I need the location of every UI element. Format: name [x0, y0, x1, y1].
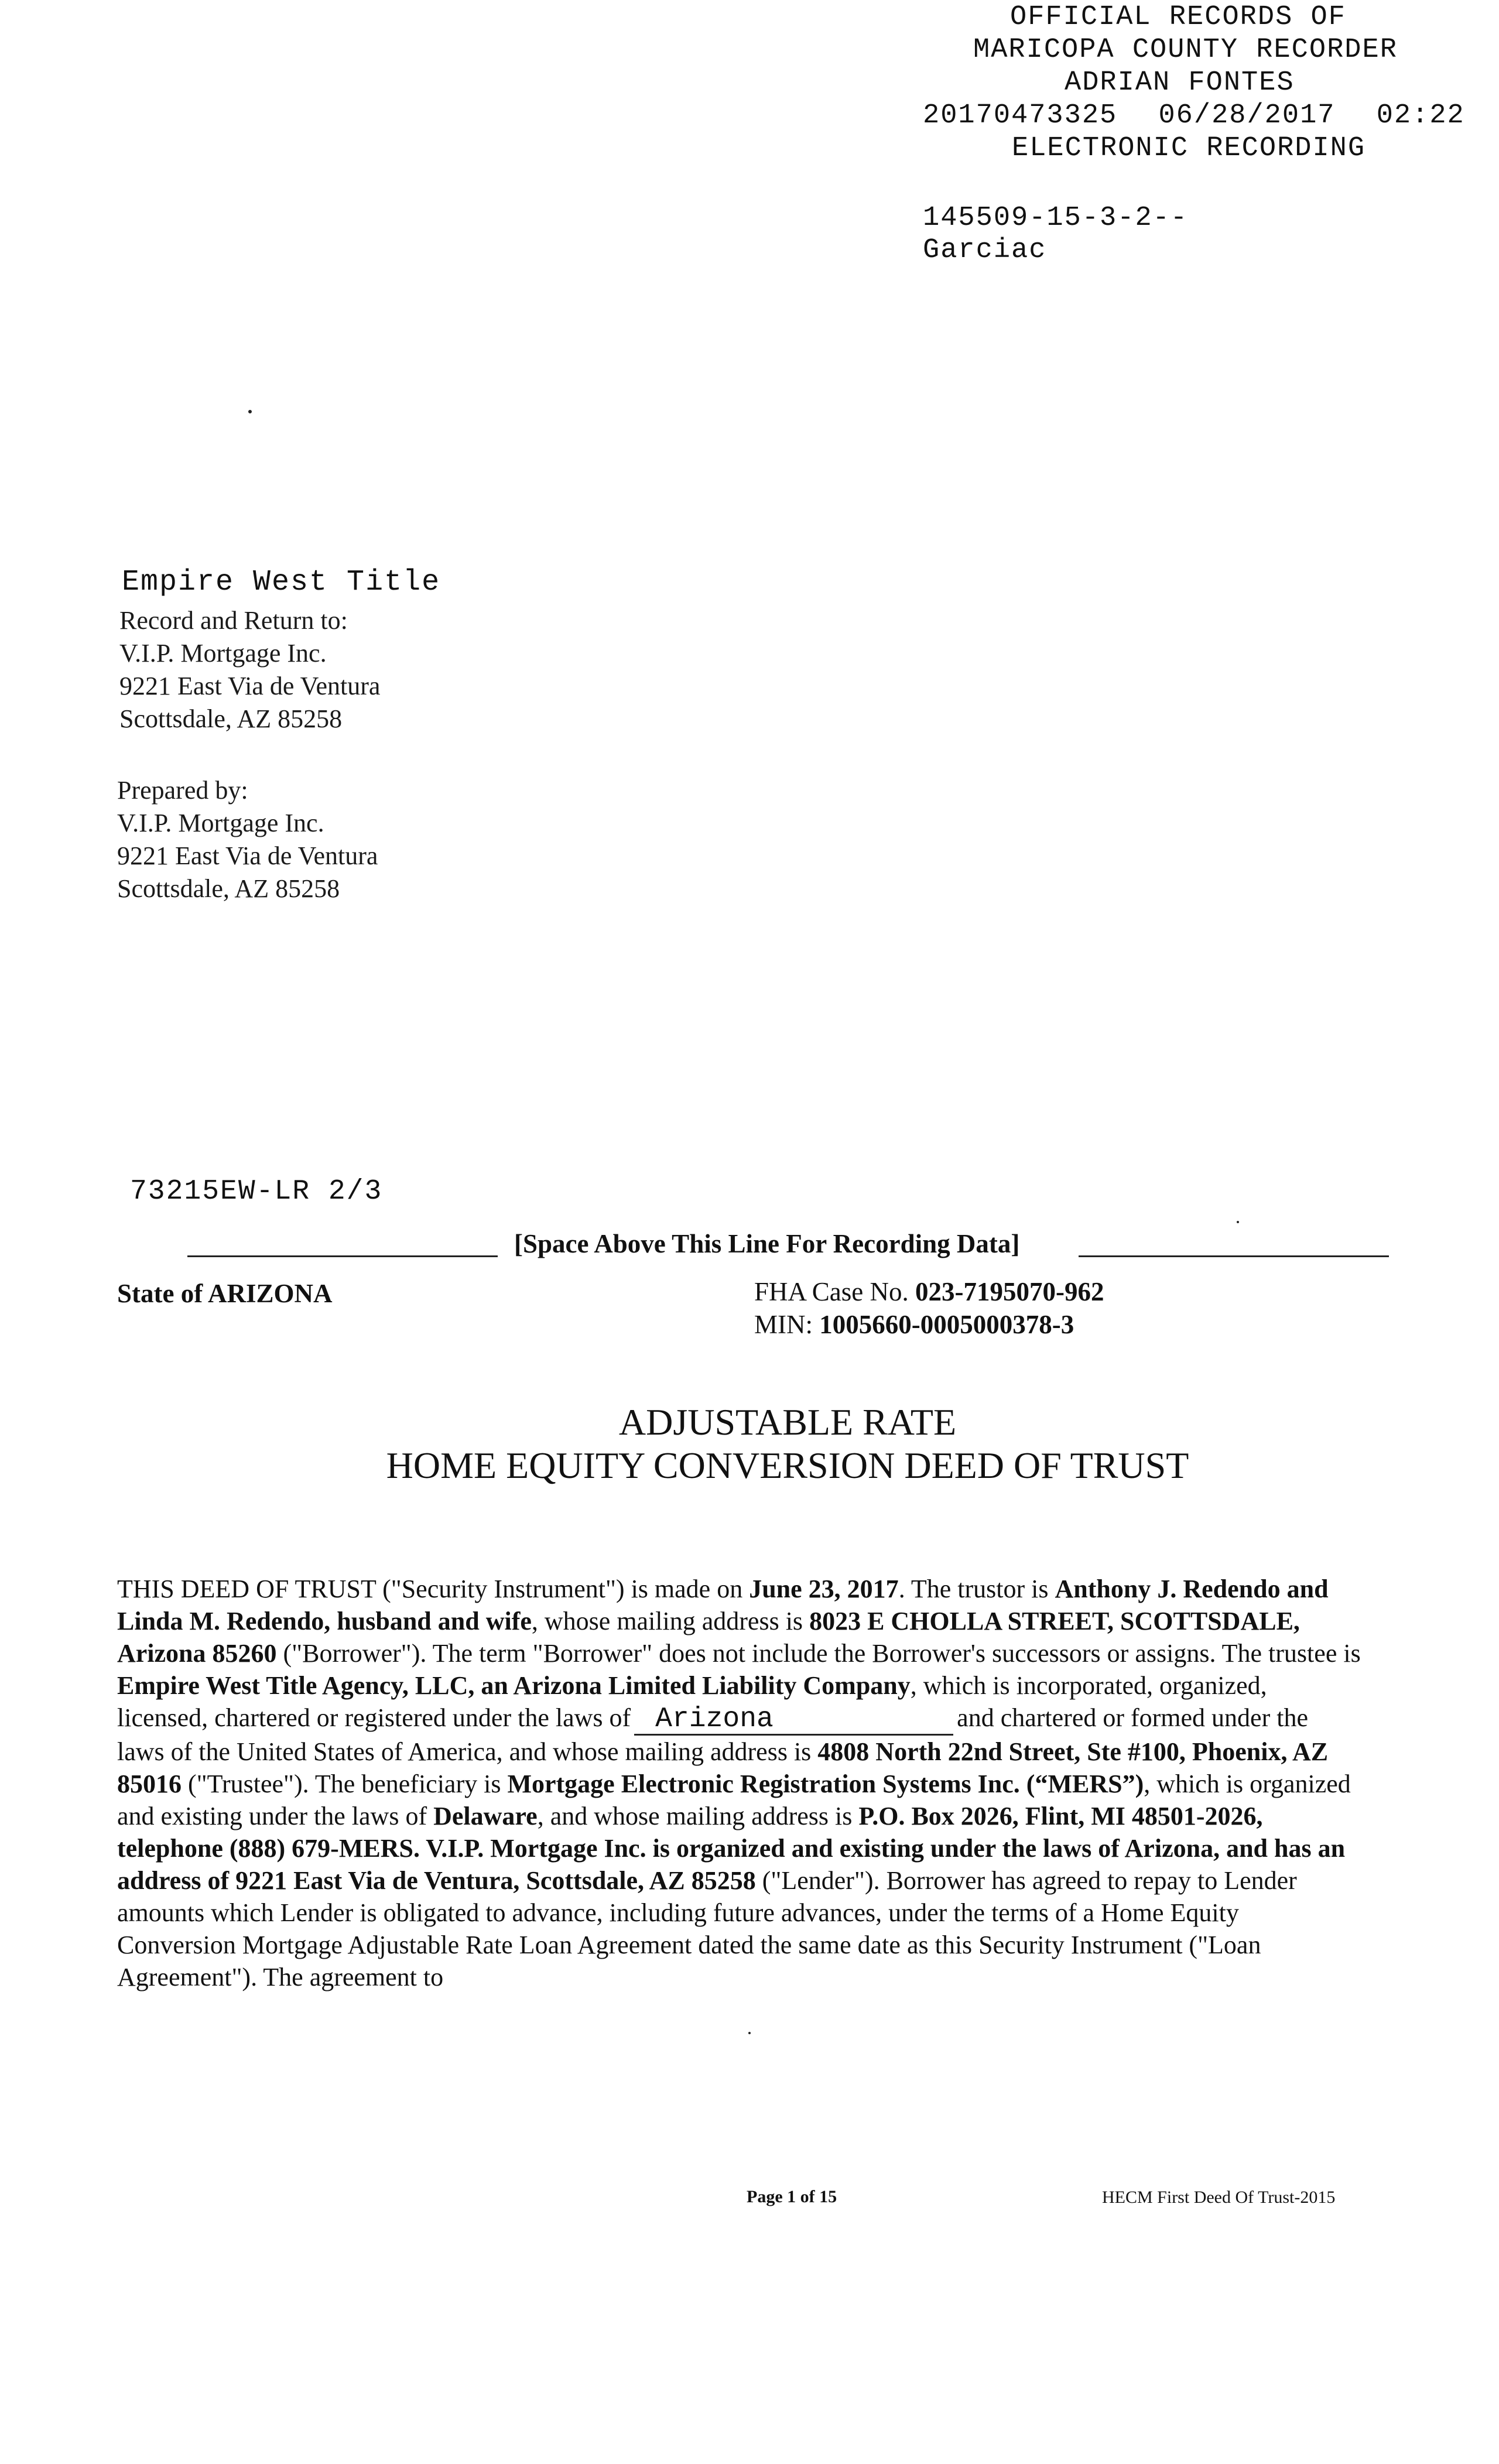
fha-case-label: FHA Case No. — [754, 1277, 916, 1306]
trustee-state-field: Arizona — [634, 1705, 953, 1736]
body-text: ("Borrower"). The term "Borrower" does not include the Borrower's successors or assigns. The trustee is — [276, 1639, 1361, 1668]
record-return-name: V.I.P. Mortgage Inc. — [119, 639, 327, 668]
state-line — [117, 1278, 333, 1309]
page-number: Page 1 of 15 — [747, 2187, 837, 2206]
prepared-by-name: V.I.P. Mortgage Inc. — [117, 809, 324, 837]
min-label: MIN: — [754, 1310, 820, 1339]
prepared-by-label: Prepared by: — [117, 776, 248, 805]
divider-rule-left — [187, 1255, 498, 1257]
borrower-address: 8023 E CHOLLA STREET, SCOTTSDALE, Arizona 85260 — [117, 1607, 1300, 1668]
document-heading — [0, 1401, 1499, 1487]
clerk-name: Garciac — [923, 235, 1047, 266]
trustor-names: Anthony J. Redendo and Linda M. Redendo, husband and wife — [117, 1575, 1329, 1635]
body-text: , whose mailing address is — [531, 1607, 810, 1635]
recording-data-divider — [187, 1228, 1389, 1264]
recording-number-date: 20170473325 06/28/2017 02:22 — [923, 100, 1465, 131]
record-return-city: Scottsdale, AZ 85258 — [119, 704, 343, 733]
fha-case-number: 023-7195070-962 — [915, 1277, 1104, 1306]
body-text: and chartered or formed under the laws of the United States of America, and whose mailing address is — [117, 1703, 1308, 1766]
body-text: , which is organized and existing under the laws of — [117, 1770, 1351, 1830]
deed-body-paragraph — [117, 1573, 1361, 1993]
body-text: , and whose mailing address is — [537, 1802, 859, 1830]
scan-speck — [1237, 1221, 1239, 1223]
mers-lender-details: P.O. Box 2026, Flint, MI 48501-2026, telephone (888) 679-MERS. V.I.P. Mortgage Inc. is organized and existing under the laws of Arizona, and has an address of 9221 East Via de Ventura, Scottsdale, AZ 85258 — [117, 1802, 1346, 1895]
heading-line-2: HOME EQUITY CONVERSION DEED OF TRUST — [386, 1445, 1189, 1486]
prepared-by-city: Scottsdale, AZ 85258 — [117, 874, 340, 903]
trustee-name: Empire West Title Agency, LLC, an Arizona Limited Liability Company — [117, 1671, 911, 1700]
trustee-address: 4808 North 22nd Street, Ste #100, Phoenix, AZ 85016 — [117, 1737, 1329, 1798]
body-text: , which is incorporated, organized, licensed, chartered or registered under the laws of — [117, 1671, 1267, 1732]
recorder-stamp-line-3: ADRIAN FONTES — [1065, 67, 1295, 98]
state-value: ARIZONA — [207, 1279, 333, 1308]
heading-line-1: ADJUSTABLE RATE — [618, 1401, 957, 1443]
prepared-by-street: 9221 East Via de Ventura — [117, 841, 378, 870]
body-text: ("Lender"). Borrower has agreed to repay to Lender amounts which Lender is obligated to advance, including future advances, under the terms of a Home Equity Conversion Mortgage Adjustable Rate Loan Agreement dated the same date as this Security Instrument ("Loan Agreement"). The agreement to — [117, 1866, 1297, 1991]
form-name: HECM First Deed Of Trust-2015 — [1102, 2188, 1336, 2207]
parcel-code: 145509-15-3-2-- — [923, 203, 1189, 234]
min-number: 1005660-0005000378-3 — [819, 1310, 1074, 1339]
divider-rule-right — [1079, 1255, 1389, 1257]
instrument-date: June 23, 2017 — [749, 1575, 899, 1603]
order-number: 73215EW-LR 2/3 — [130, 1176, 383, 1207]
scan-speck — [748, 2032, 751, 2034]
record-return-block — [119, 604, 380, 735]
title-company: Empire West Title — [122, 566, 441, 599]
case-numbers — [754, 1275, 1104, 1341]
body-text: ("Trustee"). The beneficiary is — [182, 1770, 508, 1798]
recorder-stamp-line-5: ELECTRONIC RECORDING — [1012, 133, 1366, 164]
recorder-stamp-line-2: MARICOPA COUNTY RECORDER — [973, 35, 1398, 66]
record-return-label: Record and Return to: — [119, 606, 348, 635]
space-above-line-text: [Space Above This Line For Recording Data] — [514, 1229, 1020, 1258]
record-return-street: 9221 East Via de Ventura — [119, 672, 381, 700]
scan-speck — [248, 410, 252, 413]
recorder-stamp-line-1: OFFICIAL RECORDS OF — [1010, 2, 1346, 33]
body-text: THIS DEED OF TRUST ("Security Instrument") is made on — [117, 1575, 750, 1603]
prepared-by-block — [117, 774, 378, 905]
state-label: State of — [117, 1279, 208, 1308]
mers-state: Delaware — [433, 1802, 538, 1830]
body-text: . The trustor is — [898, 1575, 1055, 1603]
beneficiary-name: Mortgage Electronic Registration Systems Inc. (“MERS”) — [507, 1770, 1144, 1798]
